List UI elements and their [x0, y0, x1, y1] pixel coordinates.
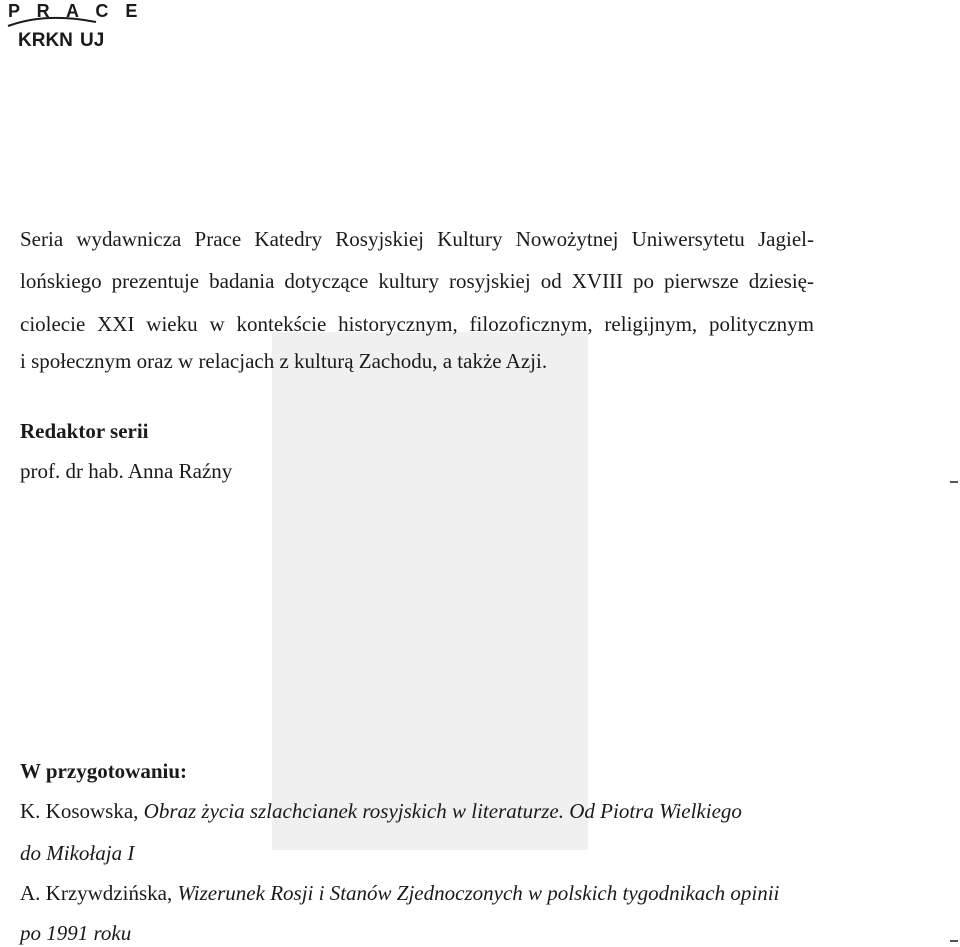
item-title: Wizerunek Rosji i Stanów Zjednoczonych w polskich tygodnikach opinii [177, 881, 780, 905]
logo-line3: UJ [80, 30, 105, 51]
watermark-shade [272, 332, 588, 850]
item-author: K. Kosowska, [20, 799, 144, 823]
forthcoming-heading: W przygotowaniu: [20, 759, 188, 783]
logo-line2: KRKN [18, 30, 73, 51]
intro-line-3: ciolecie XXI wieku w kontekście historycznym, filozoficznym, religijnym, politycznym [20, 312, 814, 336]
intro-line-2: lońskiego prezentuje badania dotyczące kultury rosyjskiej od XVIII po pierwsze dziesię- [20, 269, 814, 293]
krkn-uj-logo [6, 0, 144, 52]
item-title-continued: po 1991 roku [20, 921, 132, 945]
forthcoming-item-2 [20, 880, 779, 906]
editor-name: prof. dr hab. Anna Raźny [20, 459, 233, 483]
item-author: A. Krzywdzińska, [20, 881, 178, 905]
logo-line1: P R A C E [8, 1, 144, 21]
forthcoming-item-1 [20, 798, 742, 824]
intro-line-4: i społecznym oraz w relacjach z kulturą Zachodu, a także Azji. [20, 349, 548, 373]
crop-mark [950, 940, 958, 942]
crop-mark [950, 481, 958, 483]
item-title-continued: do Mikołaja I [20, 841, 135, 865]
editor-heading: Redaktor serii [20, 419, 149, 443]
item-title: Obraz życia szlachcianek rosyjskich w literaturze. Od Piotra Wielkiego [143, 799, 742, 823]
intro-line-1: Seria wydawnicza Prace Katedry Rosyjskiej Kultury Nowożytnej Uniwersytetu Jagiel- [20, 227, 814, 251]
